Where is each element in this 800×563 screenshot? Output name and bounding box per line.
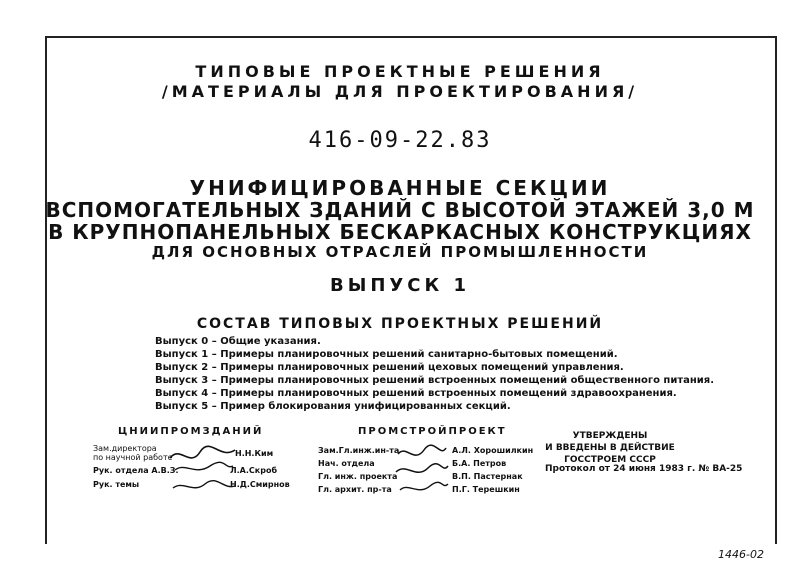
- org-left-role2: Рук. отдела А.В.З.: [93, 466, 179, 475]
- org-left-role1-line1: Зам.директора: [93, 444, 157, 453]
- org-middle-name3: В.П. Пастернак: [452, 472, 523, 481]
- org-left-role1-line2: по научной работе: [93, 453, 173, 462]
- org-left-title: ЦНИИПРОМЗДАНИЙ: [118, 426, 264, 437]
- org-middle-name1: А.Л. Хорошилкин: [452, 446, 534, 455]
- sheet-stamp: 1446-02: [718, 548, 764, 561]
- org-middle-role1: Зам.Гл.инж.ин-та: [318, 446, 400, 455]
- issue-label: ВЫПУСК 1: [329, 275, 471, 296]
- list-item: Выпуск 4 – Примеры планировочных решений встроенных помещений здравоохранения.: [155, 388, 677, 399]
- org-middle-title: ПРОМСТРОЙПРОЕКТ: [358, 426, 507, 437]
- org-left-name2: Л.А.Скроб: [230, 466, 278, 475]
- org-middle-role4: Гл. архит. пр-та: [318, 485, 392, 494]
- org-middle-name2: Б.А. Петров: [452, 459, 507, 468]
- header-line-2: /МАТЕРИАЛЫ ДЛЯ ПРОЕКТИРОВАНИЯ/: [161, 82, 639, 101]
- title-line-2: ВСПОМОГАТЕЛЬНЫХ ЗДАНИЙ С ВЫСОТОЙ ЭТАЖЕЙ 3,0 М: [45, 198, 755, 222]
- composition-list: [155, 335, 714, 413]
- header-line-1: ТИПОВЫЕ ПРОЕКТНЫЕ РЕШЕНИЯ: [195, 62, 605, 81]
- org-left-name3: Н.Д.Смирнов: [230, 480, 290, 489]
- org-left-name1: Н.Н.Ким: [235, 449, 274, 458]
- signature-left: [165, 440, 240, 500]
- list-item: Выпуск 1 – Примеры планировочных решений санитарно-бытовых помещений.: [155, 349, 618, 360]
- approval-line-2: И ВВЕДЕНЫ В ДЕЙСТВИЕ: [545, 443, 675, 453]
- signature-middle: [392, 440, 450, 498]
- org-middle-role3: Гл. инж. проекта: [318, 472, 398, 481]
- title-line-1: УНИФИЦИРОВАННЫЕ СЕКЦИИ: [189, 176, 611, 200]
- composition-title: СОСТАВ ТИПОВЫХ ПРОЕКТНЫХ РЕШЕНИЙ: [196, 316, 604, 332]
- approval-line-1: УТВЕРЖДЕНЫ: [572, 431, 648, 441]
- org-middle-role2: Нач. отдела: [318, 459, 375, 468]
- list-item: Выпуск 3 – Примеры планировочных решений встроенных помещений общественного питания.: [155, 375, 715, 386]
- list-item: Выпуск 5 – Пример блокирования унифицированных секций.: [155, 401, 511, 412]
- list-item: Выпуск 0 – Общие указания.: [155, 336, 321, 347]
- org-middle-name4: П.Г. Терешкин: [452, 485, 520, 494]
- approval-protocol: Протокол от 24 июня 1983 г. № ВА-25: [545, 464, 743, 474]
- approval-line-3: ГОССТРОЕМ СССР: [564, 455, 656, 465]
- document-number: 416-09-22.83: [308, 128, 492, 153]
- org-left-role3: Рук. темы: [93, 480, 140, 489]
- title-line-3: В КРУПНОПАНЕЛЬНЫХ БЕСКАРКАСНЫХ КОНСТРУКЦИЯХ: [48, 220, 752, 244]
- list-item: Выпуск 2 – Примеры планировочных решений цеховых помещений управления.: [155, 362, 624, 373]
- approval-block: [545, 430, 675, 466]
- title-line-4: ДЛЯ ОСНОВНЫХ ОТРАСЛЕЙ ПРОМЫШЛЕННОСТИ: [151, 243, 649, 261]
